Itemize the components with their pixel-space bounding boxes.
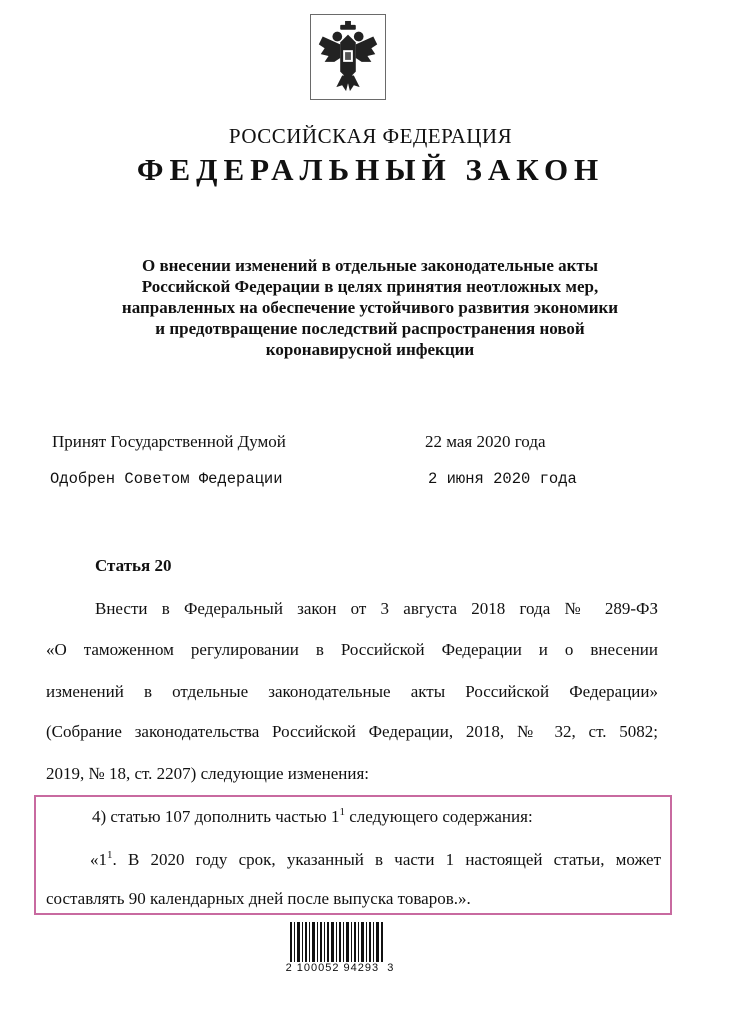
title-line: Российской Федерации в целях принятия неотложных мер,	[141, 277, 599, 296]
document-type: ФЕДЕРАЛЬНЫЙ ЗАКОН	[136, 152, 605, 187]
council-approval-date: 2 июня 2020 года	[428, 470, 577, 488]
title-line: и предотвращение последствий распространения новой	[155, 319, 585, 338]
barcode-number: 2 100052 94293 3	[285, 962, 395, 974]
amendment-quote-sup: 1	[107, 849, 113, 861]
council-approval-label: Одобрен Советом Федерации	[50, 470, 283, 488]
article-paragraph-line: (Собрание законодательства Российской Федерации, 2018, № 32, ст. 5082;	[46, 722, 658, 741]
amendment-item-text: 4) статью 107 дополнить частью 1	[92, 807, 340, 826]
article-heading: Статья 20	[95, 556, 172, 575]
amendment-quote-text: . В 2020 году срок, указанный в части 1 настоящей статьи, может	[112, 850, 661, 869]
amendment-quote-line	[90, 849, 661, 870]
amendment-quote-open: «1	[90, 850, 107, 869]
country-name: РОССИЙСКАЯ ФЕДЕРАЦИЯ	[228, 124, 513, 148]
duma-adoption-date: 22 мая 2020 года	[425, 432, 546, 451]
barcode	[290, 922, 384, 962]
title-line: О внесении изменений в отдельные законодательные акты	[141, 256, 599, 275]
law-title	[90, 255, 650, 360]
duma-adoption-label: Принят Государственной Думой	[52, 432, 286, 451]
amendment-item-tail: следующего содержания:	[345, 807, 533, 826]
article-paragraph-line: «О таможенном регулировании в Российской Федерации и о внесении	[46, 640, 658, 659]
title-line: коронавирусной инфекции	[265, 340, 475, 359]
amendment-item	[92, 806, 533, 827]
amendment-quote-line: составлять 90 календарных дней после выпуска товаров.».	[46, 889, 471, 908]
article-paragraph-line: 2019, № 18, ст. 2207) следующие изменения:	[46, 764, 370, 783]
amendment-item-sup: 1	[339, 806, 345, 818]
article-paragraph-line: изменений в отдельные законодательные акты Российской Федерации»	[46, 682, 658, 701]
coat-of-arms-icon	[310, 14, 386, 100]
title-line: направленных на обеспечение устойчивого развития экономики	[121, 298, 619, 317]
article-paragraph-line: Внести в Федеральный закон от 3 августа 2018 года № 289-ФЗ	[95, 599, 658, 618]
